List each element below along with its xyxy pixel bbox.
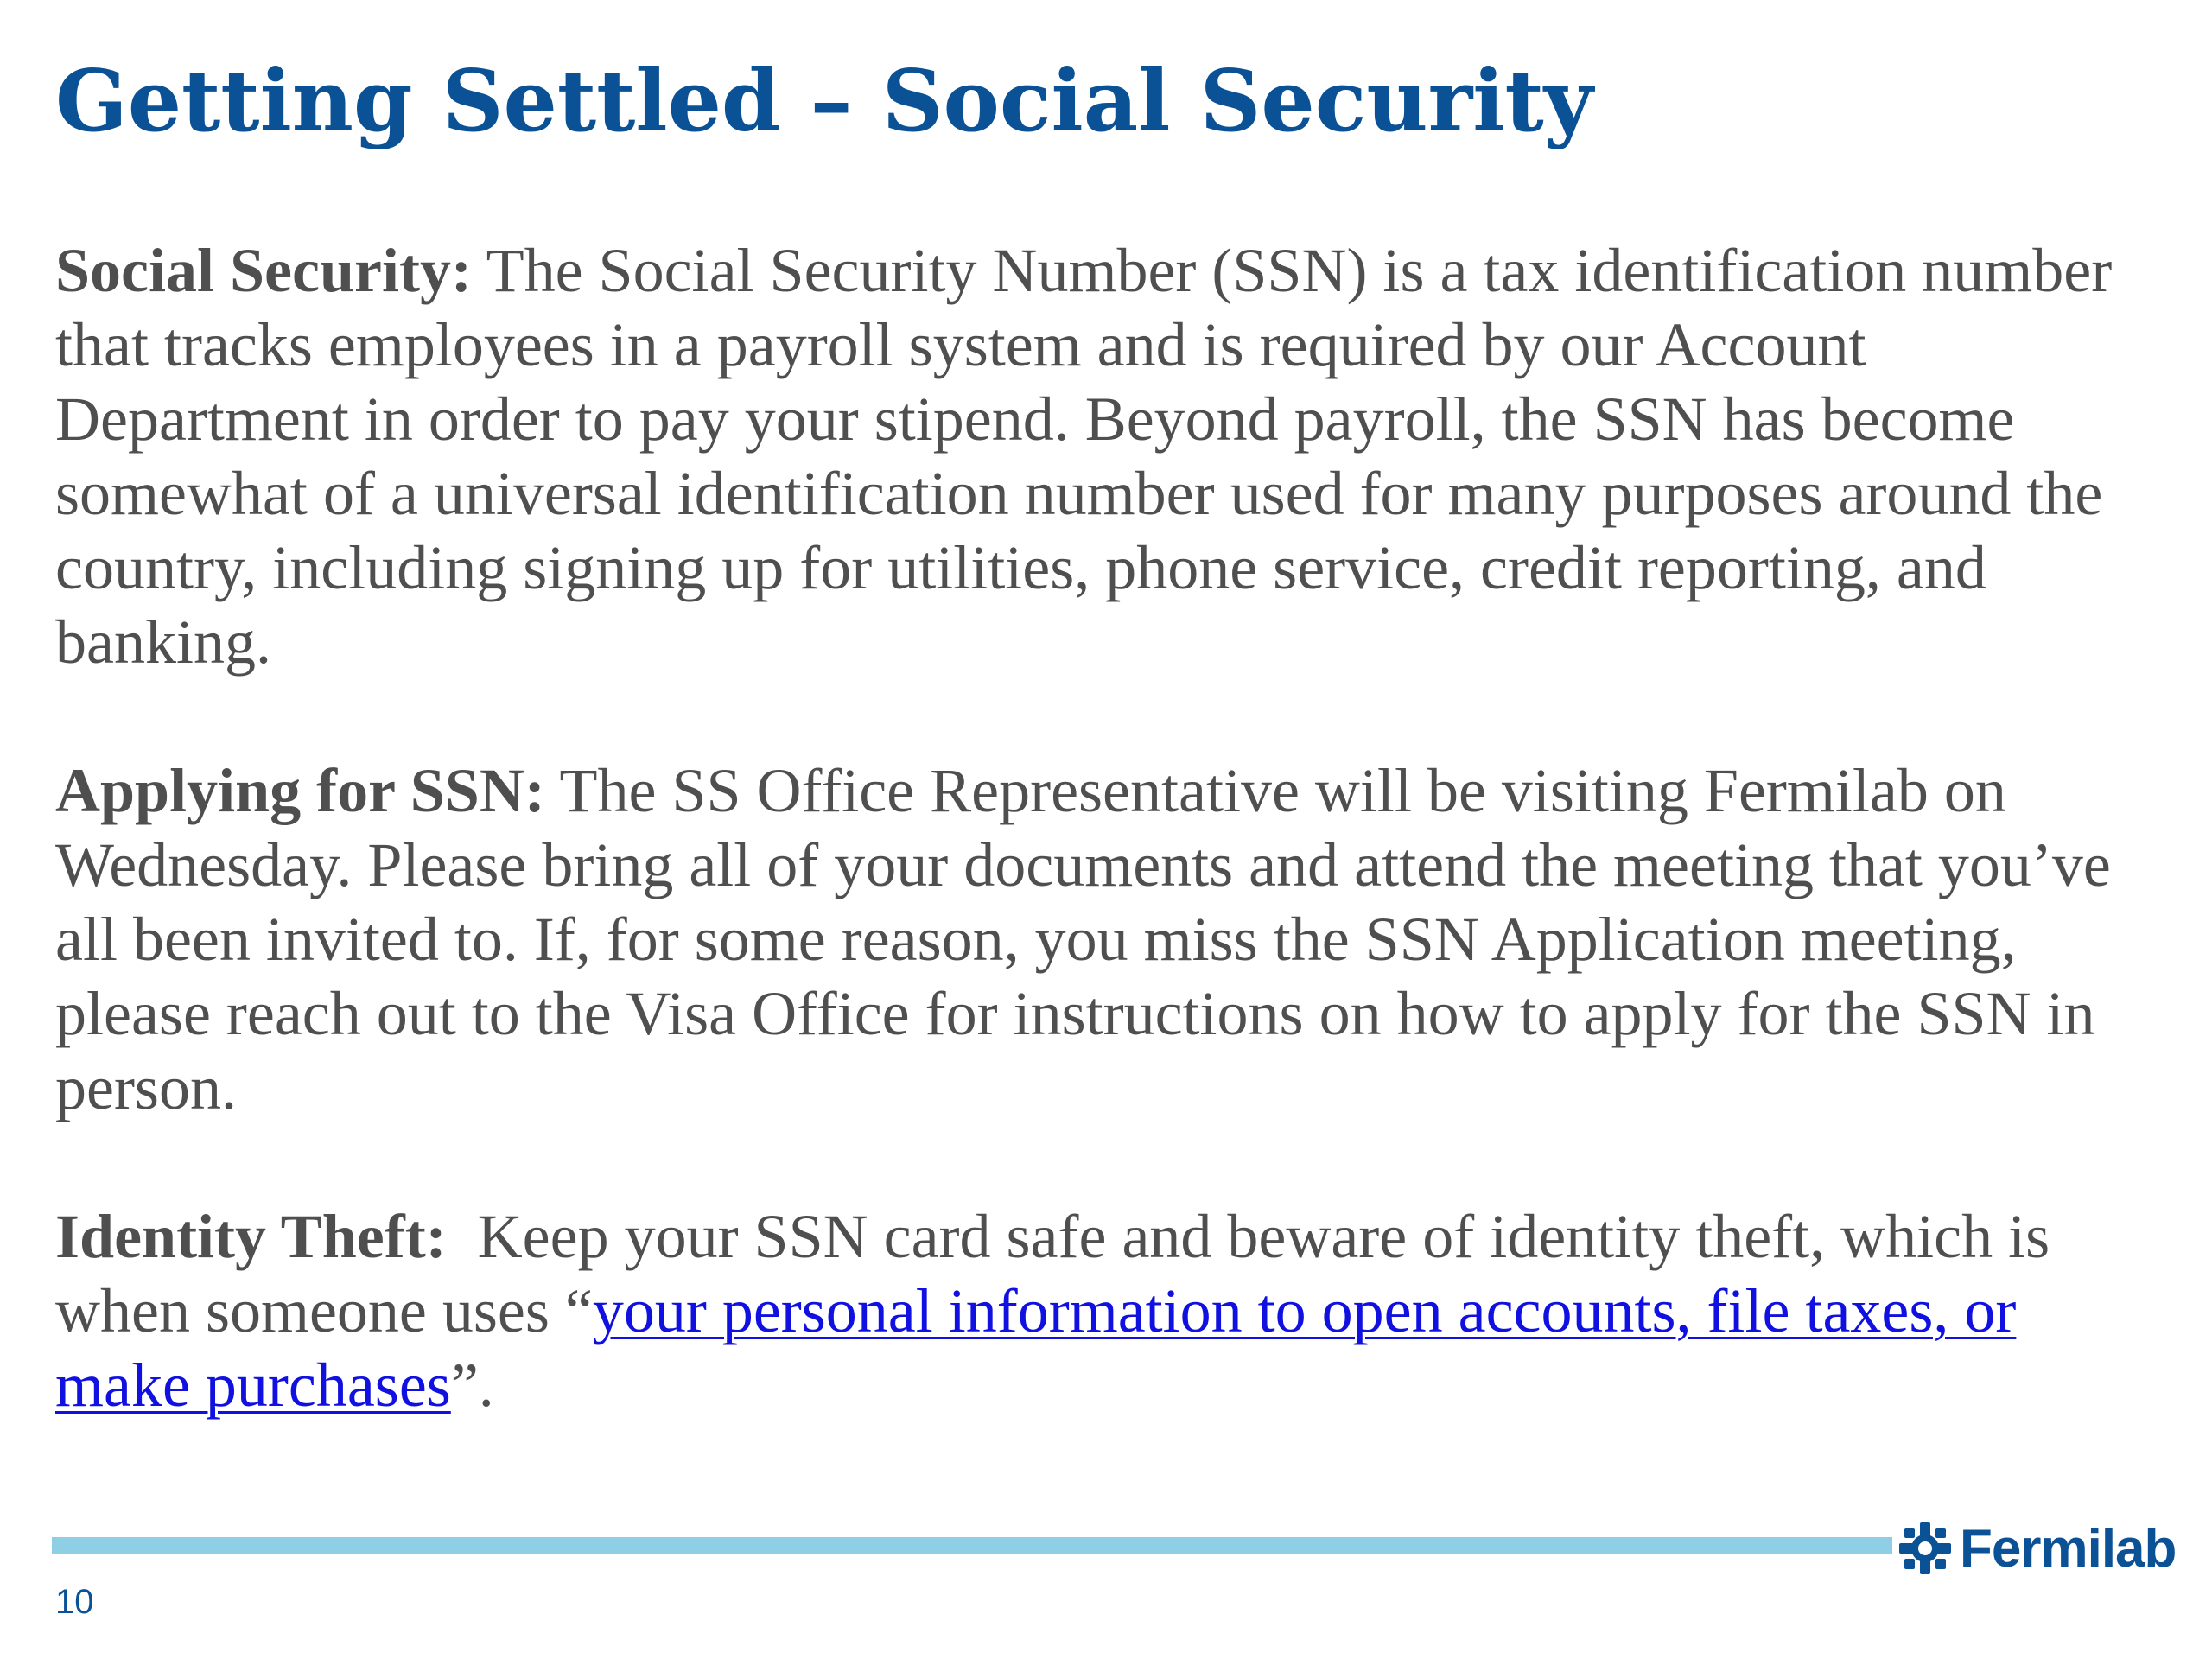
fermilab-logo-icon xyxy=(1897,1521,1953,1576)
page-number: 10 xyxy=(55,1583,94,1621)
section-social-security xyxy=(55,233,2164,679)
section-applying-for-ssn xyxy=(55,753,2164,1125)
fermilab-logo xyxy=(1897,1514,2176,1583)
section-lead: Identity Theft: xyxy=(55,1202,447,1271)
section-text-end: ”. xyxy=(450,1351,494,1420)
fermilab-wordmark: Fermilab xyxy=(1960,1518,2177,1579)
section-text: The Social Security Number (SSN) is a tax identification number that tracks employees in a payroll system and is required by our Account Department in order to pay your stipend. Beyond payroll, the SSN has become somewhat of a universal identification number used for many purposes around the country, including signing up for utilities, phone service, credit reporting, and banking. xyxy=(55,236,2113,677)
section-lead: Social Security: xyxy=(55,236,472,305)
section-text: Keep your SSN card safe and beware of identity theft, which is when someone uses “ xyxy=(55,1202,2066,1345)
section-identity-theft xyxy=(55,1199,2164,1422)
section-text: The SS Office Representative will be visiting Fermilab on Wednesday. Please bring all of your documents and attend the meeting that you’ve all been invited to. If, for some reason, you miss the SSN Application meeting, please reach out to the Visa Office for instructions on how to apply for the SSN in person. xyxy=(55,756,2111,1122)
slide-body xyxy=(55,233,2164,1422)
slide-title: Getting Settled – Social Security xyxy=(55,52,1593,151)
section-lead: Applying for SSN: xyxy=(55,756,545,825)
identity-theft-link[interactable]: your personal information to open accounts, file taxes, or make purchases xyxy=(55,1276,2017,1420)
footer-divider-bar xyxy=(52,1537,1892,1554)
